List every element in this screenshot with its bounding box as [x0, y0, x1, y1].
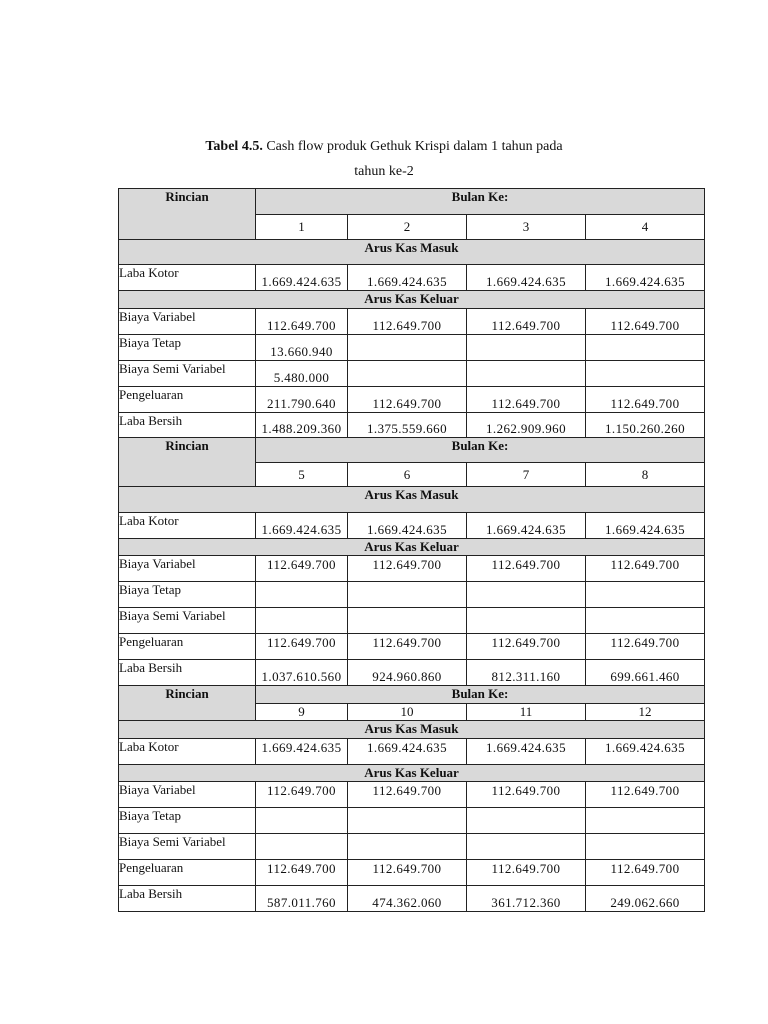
table-cell: 1.669.424.635: [348, 265, 467, 291]
table-cell: 112.649.700: [348, 556, 467, 582]
laba-kotor-row: [119, 739, 705, 765]
table-cell: [348, 808, 467, 834]
pengeluaran-row: [119, 860, 705, 886]
header-row: [119, 438, 705, 463]
table-cell: [467, 834, 586, 860]
table-cell: [586, 834, 705, 860]
table-cell: 1.669.424.635: [586, 513, 705, 539]
biaya-semi-variabel-row: [119, 608, 705, 634]
header-row: [119, 189, 705, 215]
laba-kotor-label: Laba Kotor: [119, 265, 256, 291]
table-cell: 112.649.700: [467, 634, 586, 660]
table-cell: 112.649.700: [348, 782, 467, 808]
table-cell: 5.480.000: [256, 361, 348, 387]
bulan-ke-header: Bulan Ke:: [256, 686, 705, 704]
arus-kas-masuk-header: Arus Kas Masuk: [119, 240, 705, 265]
table-cell: 112.649.700: [586, 782, 705, 808]
month-number: 12: [586, 704, 705, 721]
arus-kas-masuk-header: Arus Kas Masuk: [119, 721, 705, 739]
month-number: 7: [467, 463, 586, 487]
biaya-tetap-label: Biaya Tetap: [119, 335, 256, 361]
table-cell: 249.062.660: [586, 886, 705, 912]
arus-kas-keluar-header: Arus Kas Keluar: [119, 291, 705, 309]
table-cell: 361.712.360: [467, 886, 586, 912]
laba-bersih-row: [119, 660, 705, 686]
rincian-header: Rincian: [119, 189, 256, 240]
table-cell: 112.649.700: [586, 387, 705, 413]
month-number: 11: [467, 704, 586, 721]
pengeluaran-label: Pengeluaran: [119, 860, 256, 886]
table-cell: 112.649.700: [256, 309, 348, 335]
laba-kotor-label: Laba Kotor: [119, 739, 256, 765]
month-number: 5: [256, 463, 348, 487]
table-cell: 112.649.700: [467, 860, 586, 886]
table-cell: 1.669.424.635: [467, 739, 586, 765]
table-cell: [467, 608, 586, 634]
month-number: 1: [256, 215, 348, 240]
biaya-variabel-row: [119, 556, 705, 582]
month-number: 10: [348, 704, 467, 721]
arus-kas-masuk-header: Arus Kas Masuk: [119, 487, 705, 513]
table-number-label: Tabel 4.5.: [205, 139, 263, 154]
table-cell: [256, 834, 348, 860]
table-cell: 112.649.700: [467, 387, 586, 413]
table-cell: 1.669.424.635: [348, 513, 467, 539]
biaya-tetap-row: [119, 808, 705, 834]
table-cell: 1.488.209.360: [256, 413, 348, 438]
table-cell: 1.669.424.635: [586, 265, 705, 291]
table-cell: 1.669.424.635: [348, 739, 467, 765]
table-cell: 112.649.700: [586, 634, 705, 660]
biaya-semi-variabel-label: Biaya Semi Variabel: [119, 834, 256, 860]
table-cell: 1.669.424.635: [256, 739, 348, 765]
biaya-semi-variabel-label: Biaya Semi Variabel: [119, 361, 256, 387]
table-cell: 112.649.700: [348, 387, 467, 413]
biaya-variabel-row: [119, 309, 705, 335]
laba-bersih-label: Laba Bersih: [119, 660, 256, 686]
rincian-header: Rincian: [119, 686, 256, 721]
table-cell: 13.660.940: [256, 335, 348, 361]
table-cell: [467, 361, 586, 387]
biaya-semi-variabel-row: [119, 834, 705, 860]
table-cell: [586, 608, 705, 634]
table-cell: [348, 834, 467, 860]
biaya-tetap-label: Biaya Tetap: [119, 808, 256, 834]
table-cell: 1.669.424.635: [256, 265, 348, 291]
month-number: 9: [256, 704, 348, 721]
header-row: [119, 686, 705, 704]
bulan-ke-header: Bulan Ke:: [256, 438, 705, 463]
table-cell: 474.362.060: [348, 886, 467, 912]
table-cell: 112.649.700: [348, 860, 467, 886]
table-cell: 112.649.700: [467, 556, 586, 582]
table-cell: 112.649.700: [256, 860, 348, 886]
table-caption: [0, 138, 768, 156]
table-cell: 112.649.700: [256, 556, 348, 582]
table-cell: 699.661.460: [586, 660, 705, 686]
arus-kas-keluar-header: Arus Kas Keluar: [119, 765, 705, 782]
table-cell: 112.649.700: [467, 782, 586, 808]
table-caption-text: Cash flow produk Gethuk Krispi dalam 1 tahun pada: [262, 139, 563, 154]
month-number: 6: [348, 463, 467, 487]
arus-kas-keluar-row: [119, 765, 705, 782]
table-cell: [586, 582, 705, 608]
table-caption-line2: tahun ke-2: [354, 164, 414, 179]
biaya-variabel-row: [119, 782, 705, 808]
table-cell: 1.669.424.635: [256, 513, 348, 539]
laba-kotor-row: [119, 265, 705, 291]
table-cell: 112.649.700: [467, 309, 586, 335]
table-cell: 112.649.700: [586, 860, 705, 886]
biaya-tetap-row: [119, 582, 705, 608]
biaya-variabel-label: Biaya Variabel: [119, 309, 256, 335]
table-cell: [586, 335, 705, 361]
table-cell: [586, 361, 705, 387]
month-number: 3: [467, 215, 586, 240]
table-cell: 112.649.700: [348, 634, 467, 660]
table-cell: 112.649.700: [586, 556, 705, 582]
table-cell: 112.649.700: [348, 309, 467, 335]
biaya-semi-variabel-row: [119, 361, 705, 387]
month-number: 2: [348, 215, 467, 240]
pengeluaran-row: [119, 634, 705, 660]
biaya-tetap-label: Biaya Tetap: [119, 582, 256, 608]
cash-flow-table: [118, 188, 705, 912]
laba-bersih-label: Laba Bersih: [119, 886, 256, 912]
pengeluaran-label: Pengeluaran: [119, 634, 256, 660]
table-cell: 1.669.424.635: [586, 739, 705, 765]
table-cell: 112.649.700: [256, 782, 348, 808]
pengeluaran-row: [119, 387, 705, 413]
cash-flow-table-body: [119, 189, 705, 912]
table-cell: 1.669.424.635: [467, 513, 586, 539]
table-cell: [348, 608, 467, 634]
arus-kas-keluar-row: [119, 539, 705, 556]
laba-bersih-row: [119, 886, 705, 912]
table-cell: 812.311.160: [467, 660, 586, 686]
rincian-header: Rincian: [119, 438, 256, 487]
biaya-variabel-label: Biaya Variabel: [119, 782, 256, 808]
table-cell: [348, 335, 467, 361]
table-cell: 1.262.909.960: [467, 413, 586, 438]
table-cell: 587.011.760: [256, 886, 348, 912]
biaya-variabel-label: Biaya Variabel: [119, 556, 256, 582]
table-cell: 1.669.424.635: [467, 265, 586, 291]
table-cell: [256, 582, 348, 608]
arus-kas-keluar-header: Arus Kas Keluar: [119, 539, 705, 556]
month-number: 8: [586, 463, 705, 487]
table-cell: [467, 335, 586, 361]
laba-kotor-row: [119, 513, 705, 539]
arus-kas-masuk-row: [119, 240, 705, 265]
table-cell: [256, 808, 348, 834]
table-cell: [348, 361, 467, 387]
table-cell: 1.150.260.260: [586, 413, 705, 438]
table-cell: [467, 582, 586, 608]
table-cell: 211.790.640: [256, 387, 348, 413]
table-cell: 112.649.700: [256, 634, 348, 660]
table-cell: [586, 808, 705, 834]
table-cell: 1.375.559.660: [348, 413, 467, 438]
table-cell: 1.037.610.560: [256, 660, 348, 686]
pengeluaran-label: Pengeluaran: [119, 387, 256, 413]
arus-kas-keluar-row: [119, 291, 705, 309]
table-cell: [467, 808, 586, 834]
bulan-ke-header: Bulan Ke:: [256, 189, 705, 215]
month-number: 4: [586, 215, 705, 240]
table-cell: 924.960.860: [348, 660, 467, 686]
laba-bersih-row: [119, 413, 705, 438]
arus-kas-masuk-row: [119, 721, 705, 739]
arus-kas-masuk-row: [119, 487, 705, 513]
laba-kotor-label: Laba Kotor: [119, 513, 256, 539]
laba-bersih-label: Laba Bersih: [119, 413, 256, 438]
table-cell: [348, 582, 467, 608]
table-cell: [256, 608, 348, 634]
biaya-semi-variabel-label: Biaya Semi Variabel: [119, 608, 256, 634]
biaya-tetap-row: [119, 335, 705, 361]
table-cell: 112.649.700: [586, 309, 705, 335]
